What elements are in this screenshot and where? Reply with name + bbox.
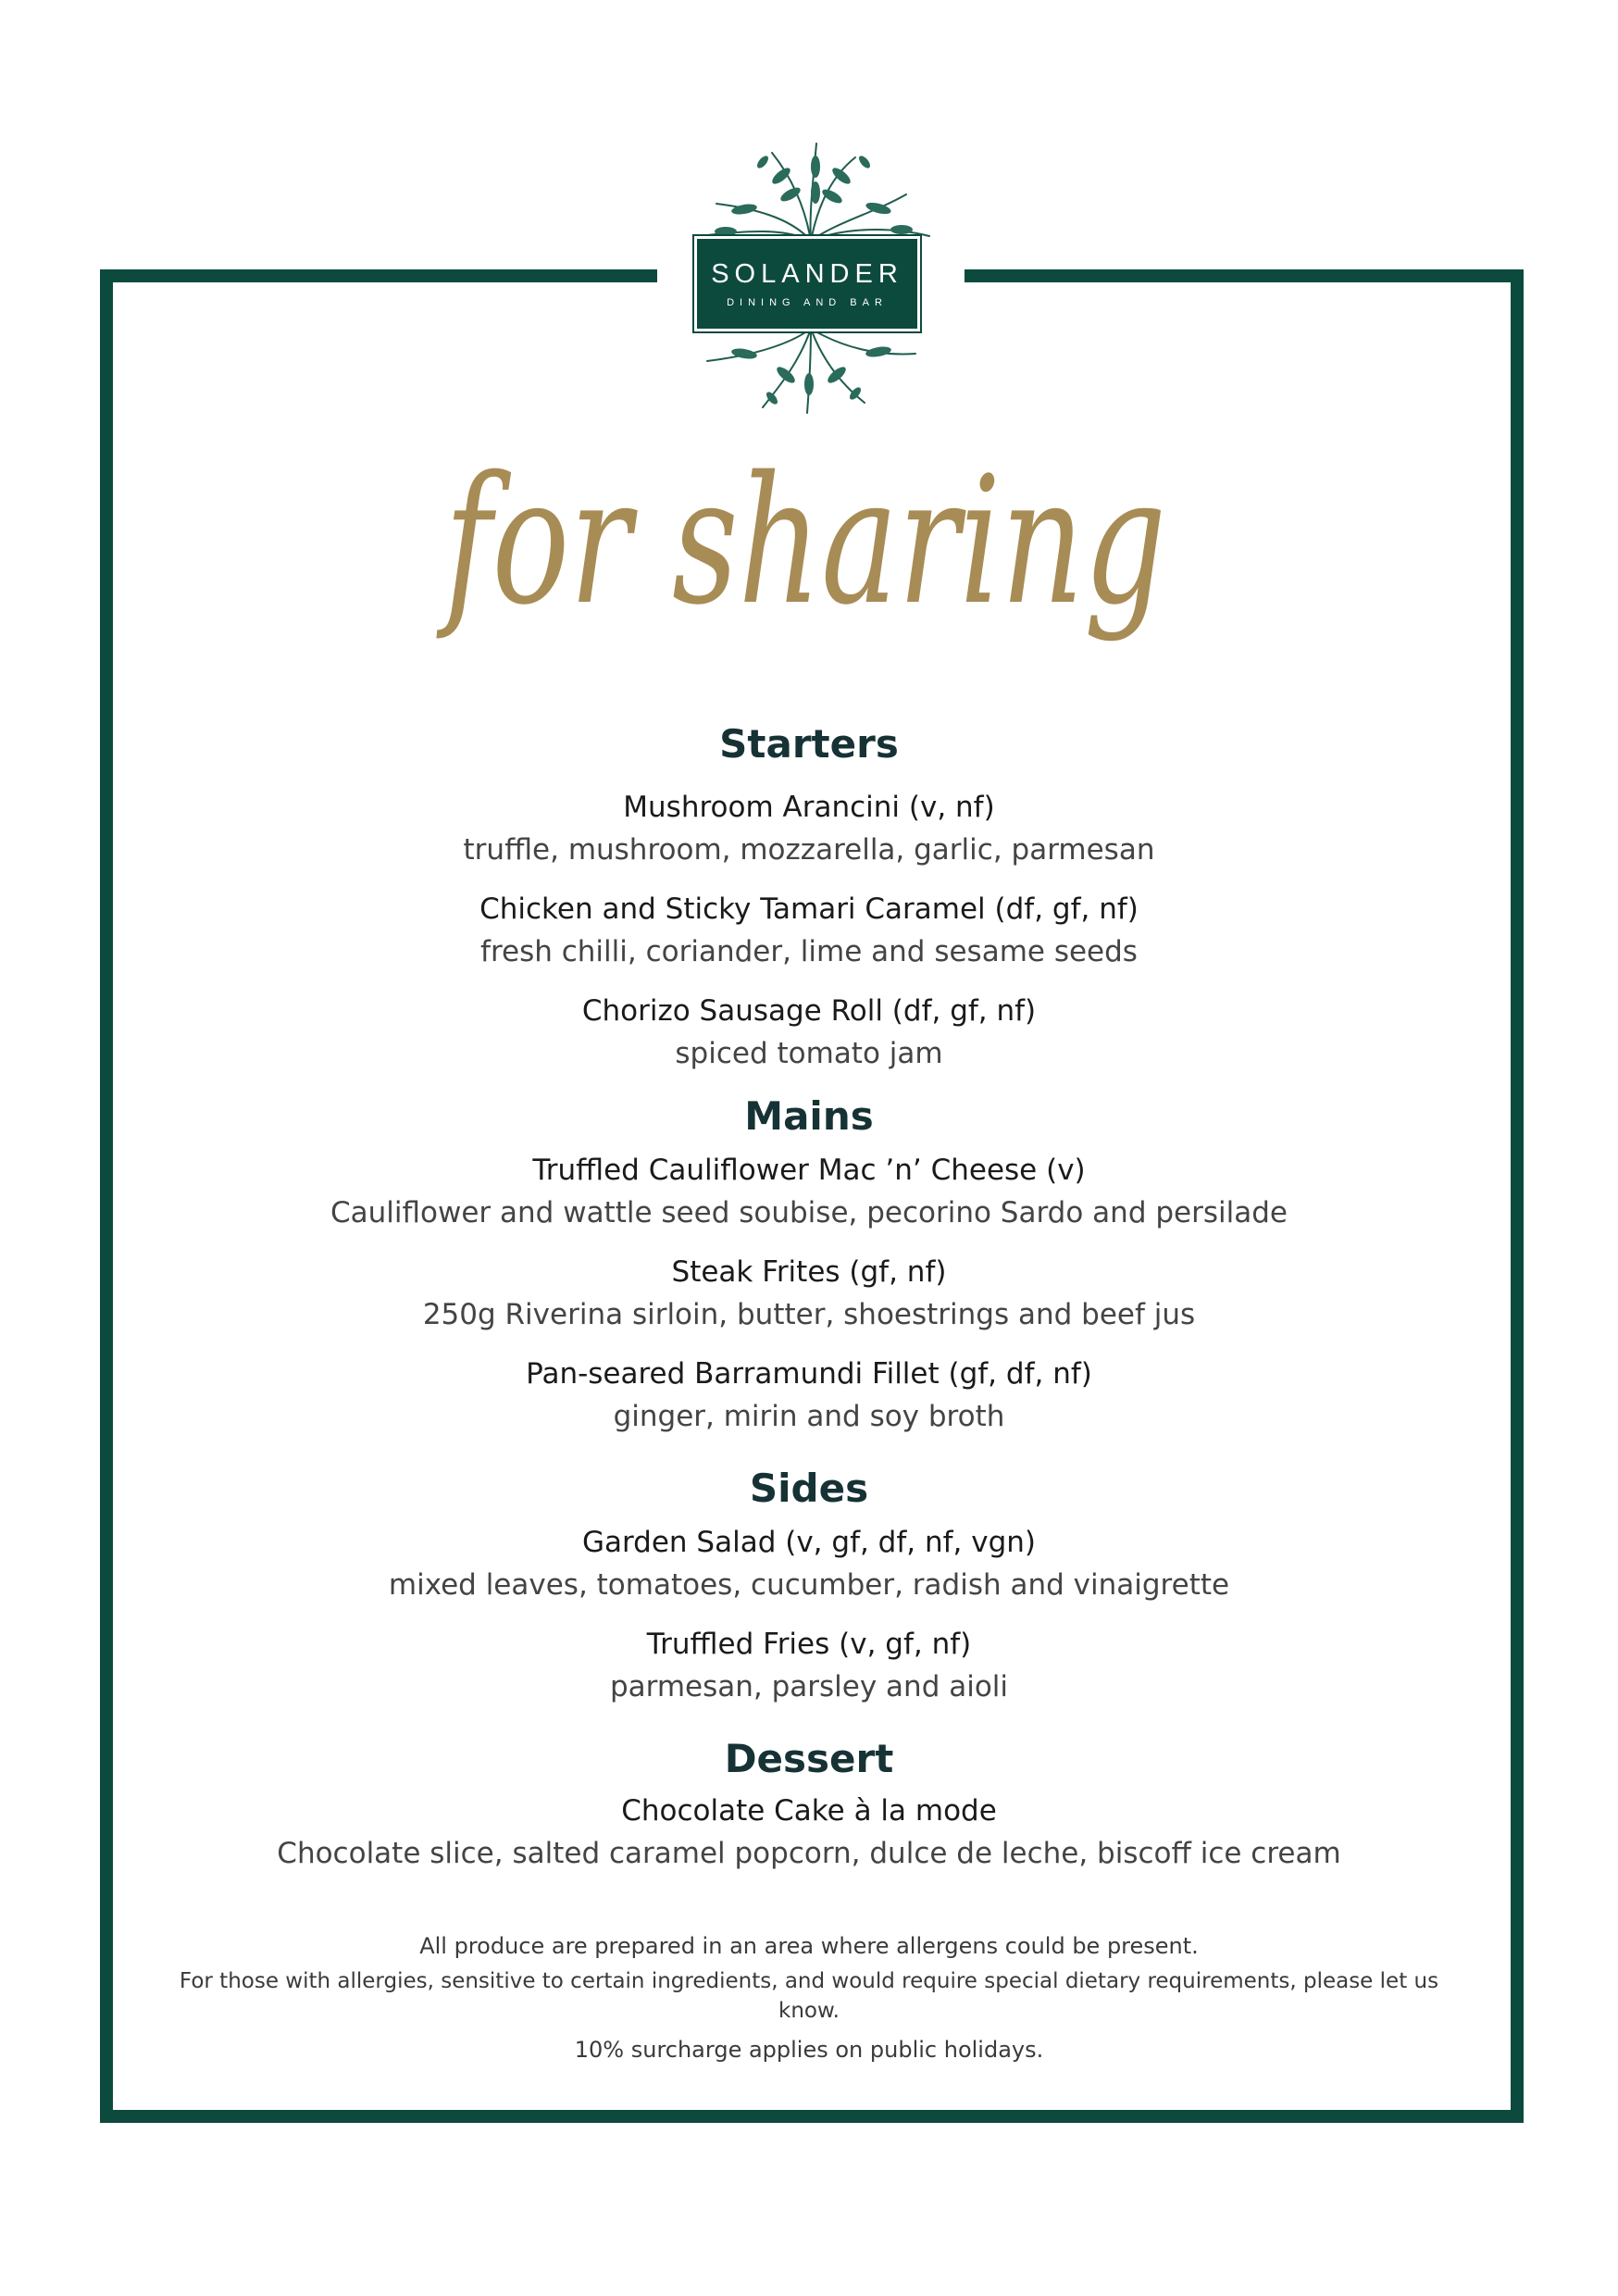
section-heading-dessert: Dessert <box>724 1736 894 1781</box>
menu-item-description: parmesan, parsley and aioli <box>609 1670 1009 1703</box>
frame-top-left <box>100 269 657 282</box>
brand-name: SOLANDER <box>711 259 903 289</box>
allergen-notice: All produce are prepared in an area where allergens could be present. <box>419 1933 1199 1959</box>
menu-item-name: Garden Salad (v, gf, df, nf, vgn) <box>581 1526 1037 1559</box>
menu-item-name: Chicken and Sticky Tamari Caramel (df, gf, nf) <box>479 892 1139 926</box>
menu-item-name: Pan-seared Barramundi Fillet (gf, df, nf) <box>526 1357 1092 1391</box>
menu-item-name: Truffled Fries (v, gf, nf) <box>646 1628 972 1661</box>
dietary-notice: For those with allergies, sensitive to certain ingredients, and would require special dietary requirements, please let us know. <box>179 1969 1439 2023</box>
frame-left <box>100 269 113 2123</box>
menu-item-description: mixed leaves, tomatoes, cucumber, radish and vinaigrette <box>388 1568 1230 1602</box>
menu-item-description: Chocolate slice, salted caramel popcorn, dulce de leche, biscoff ice cream <box>277 1837 1341 1870</box>
menu-item-name: Chorizo Sausage Roll (df, gf, nf) <box>581 994 1037 1028</box>
menu-item-description: Cauliflower and wattle seed soubise, pecorino Sardo and persilade <box>330 1196 1288 1229</box>
menu-item-name: Steak Frites (gf, nf) <box>671 1255 947 1289</box>
surcharge-notice: 10% surcharge applies on public holidays. <box>574 2037 1044 2063</box>
frame-right <box>1511 269 1524 2123</box>
menu-item-description: ginger, mirin and soy broth <box>613 1400 1005 1433</box>
logo-badge <box>694 236 920 331</box>
script-title <box>426 398 1185 750</box>
menu-item-name: Truffled Cauliflower Mac ’n’ Cheese (v) <box>532 1154 1086 1187</box>
frame-bottom <box>100 2110 1524 2123</box>
script-title-text: for sharing <box>436 439 1166 643</box>
brand-logo <box>679 139 942 413</box>
menu-item-name: Mushroom Arancini (v, nf) <box>623 791 995 824</box>
menu-item-description: spiced tomato jam <box>675 1037 943 1070</box>
section-heading-starters: Starters <box>719 721 899 767</box>
frame-top-right <box>965 269 1524 282</box>
section-heading-sides: Sides <box>749 1466 869 1511</box>
menu-item-description: 250g Riverina sirloin, butter, shoestrings and beef jus <box>422 1298 1196 1331</box>
brand-tagline: DINING AND BAR <box>727 297 888 308</box>
section-heading-mains: Mains <box>744 1093 874 1139</box>
menu-item-name: Chocolate Cake à la mode <box>621 1794 997 1828</box>
menu-item-description: truffle, mushroom, mozzarella, garlic, parmesan <box>463 833 1155 867</box>
menu-item-description: fresh chilli, coriander, lime and sesame seeds <box>480 935 1138 968</box>
